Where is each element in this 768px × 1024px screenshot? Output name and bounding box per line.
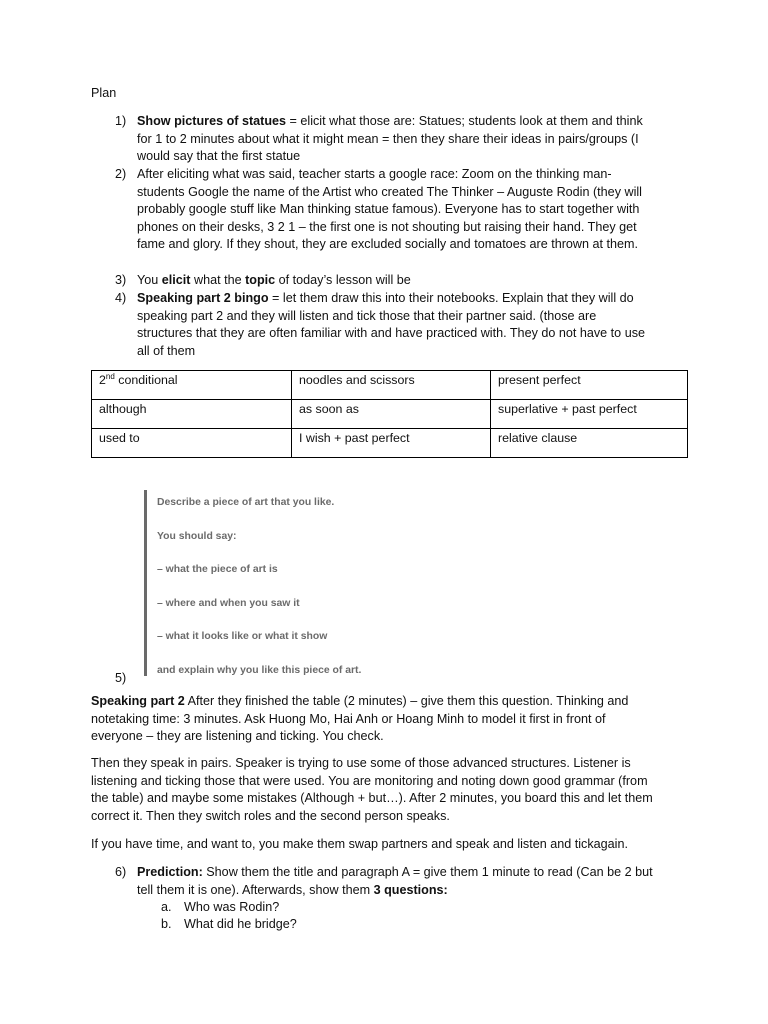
step-4-number: 4) bbox=[115, 291, 127, 305]
step-6-number: 6) bbox=[115, 865, 127, 879]
table-row bbox=[92, 400, 688, 429]
cue-card-line: You should say: bbox=[157, 531, 237, 542]
question-a-letter: a. bbox=[161, 900, 172, 914]
plan-title: Plan bbox=[91, 86, 117, 100]
pairs-paragraph: Then they speak in pairs. Speaker is trying to use some of those advanced structures. Listener is listening and ticking those that were used. You are monitoring and noting down good grammar (from the table) and maybe some mistakes (Although + but…). After 2 minutes, you board this and let them correct it. Then they switch roles and the second person speaks. bbox=[91, 756, 653, 823]
table-cell: as soon as bbox=[292, 400, 491, 429]
table-row bbox=[92, 371, 688, 400]
step-6-heading: Prediction: bbox=[137, 865, 203, 879]
table-row bbox=[92, 429, 688, 458]
table-cell: although bbox=[92, 400, 292, 429]
step-3-number: 3) bbox=[115, 273, 127, 287]
step-1-number: 1) bbox=[115, 114, 127, 128]
bingo-table bbox=[91, 370, 688, 458]
table-cell: relative clause bbox=[491, 429, 688, 458]
table-cell: noodles and scissors bbox=[292, 371, 491, 400]
table-cell: superlative + past perfect bbox=[491, 400, 688, 429]
step-4-text: Speaking part 2 bingo = let them draw this into their notebooks. Explain that they will do speaking part 2 and they will listen and tick those that their partner said. (those are structures that they are often familiar with and have practiced with. They do not have to use all of them bbox=[137, 291, 645, 358]
step-1-heading: Show pictures of statues bbox=[137, 114, 287, 128]
question-b-letter: b. bbox=[161, 917, 172, 931]
speaking-paragraph: Speaking part 2 After they finished the table (2 minutes) – give them this question. Thinking and notetaking time: 3 minutes. Ask Huong Mo, Hai Anh or Hoang Minh to model it first in front of everyone – they are listening and ticking. You check. bbox=[91, 694, 629, 744]
extra-paragraph: If you have time, and want to, you make them swap partners and speak and listen and tickagain. bbox=[91, 837, 628, 851]
cue-card-line: – what the piece of art is bbox=[157, 564, 278, 575]
table-cell: used to bbox=[92, 429, 292, 458]
step-4-heading: Speaking part 2 bingo bbox=[137, 291, 269, 305]
table-cell: I wish + past perfect bbox=[292, 429, 491, 458]
cue-card-image bbox=[144, 490, 447, 676]
speaking-heading: Speaking part 2 bbox=[91, 694, 185, 708]
cue-card-line: Describe a piece of art that you like. bbox=[157, 497, 335, 508]
step-2-text: After eliciting what was said, teacher starts a google race: Zoom on the thinking man- students Google the name of the Artist who created The Thinker – Auguste Rodin (they will probably google stuff like Man thinking statue famous). Everyone has to start together with phones on their desks, 3 2 1 – the first one is not shouting but raising their hand. They get fame and glory. If they shout, they are excluded socially and tomatoes are thrown at them. bbox=[137, 167, 642, 252]
table-cell: 2nd conditional bbox=[92, 371, 292, 400]
question-a-text: Who was Rodin? bbox=[184, 900, 280, 914]
question-b-text: What did he bridge? bbox=[184, 917, 297, 931]
step-3-text: You elicit what the topic of today’s lesson will be bbox=[137, 273, 411, 287]
cue-card-line: – where and when you saw it bbox=[157, 598, 300, 609]
cue-card-line: and explain why you like this piece of art. bbox=[157, 665, 362, 676]
step-6-text: Prediction: Show them the title and paragraph A = give them 1 minute to read (Can be 2 but tell them it is one). Afterwards, show them 3 questions: bbox=[137, 865, 653, 897]
step-5-number: 5) bbox=[115, 671, 127, 685]
step-2-number: 2) bbox=[115, 167, 127, 181]
table-cell: present perfect bbox=[491, 371, 688, 400]
step-1-text: Show pictures of statues = elicit what those are: Statues; students look at them and think for 1 to 2 minutes about what it might mean = then they share their ideas in pairs/groups (I would say that the first statue bbox=[137, 114, 643, 164]
cue-card-line: – what it looks like or what it show bbox=[157, 631, 328, 642]
